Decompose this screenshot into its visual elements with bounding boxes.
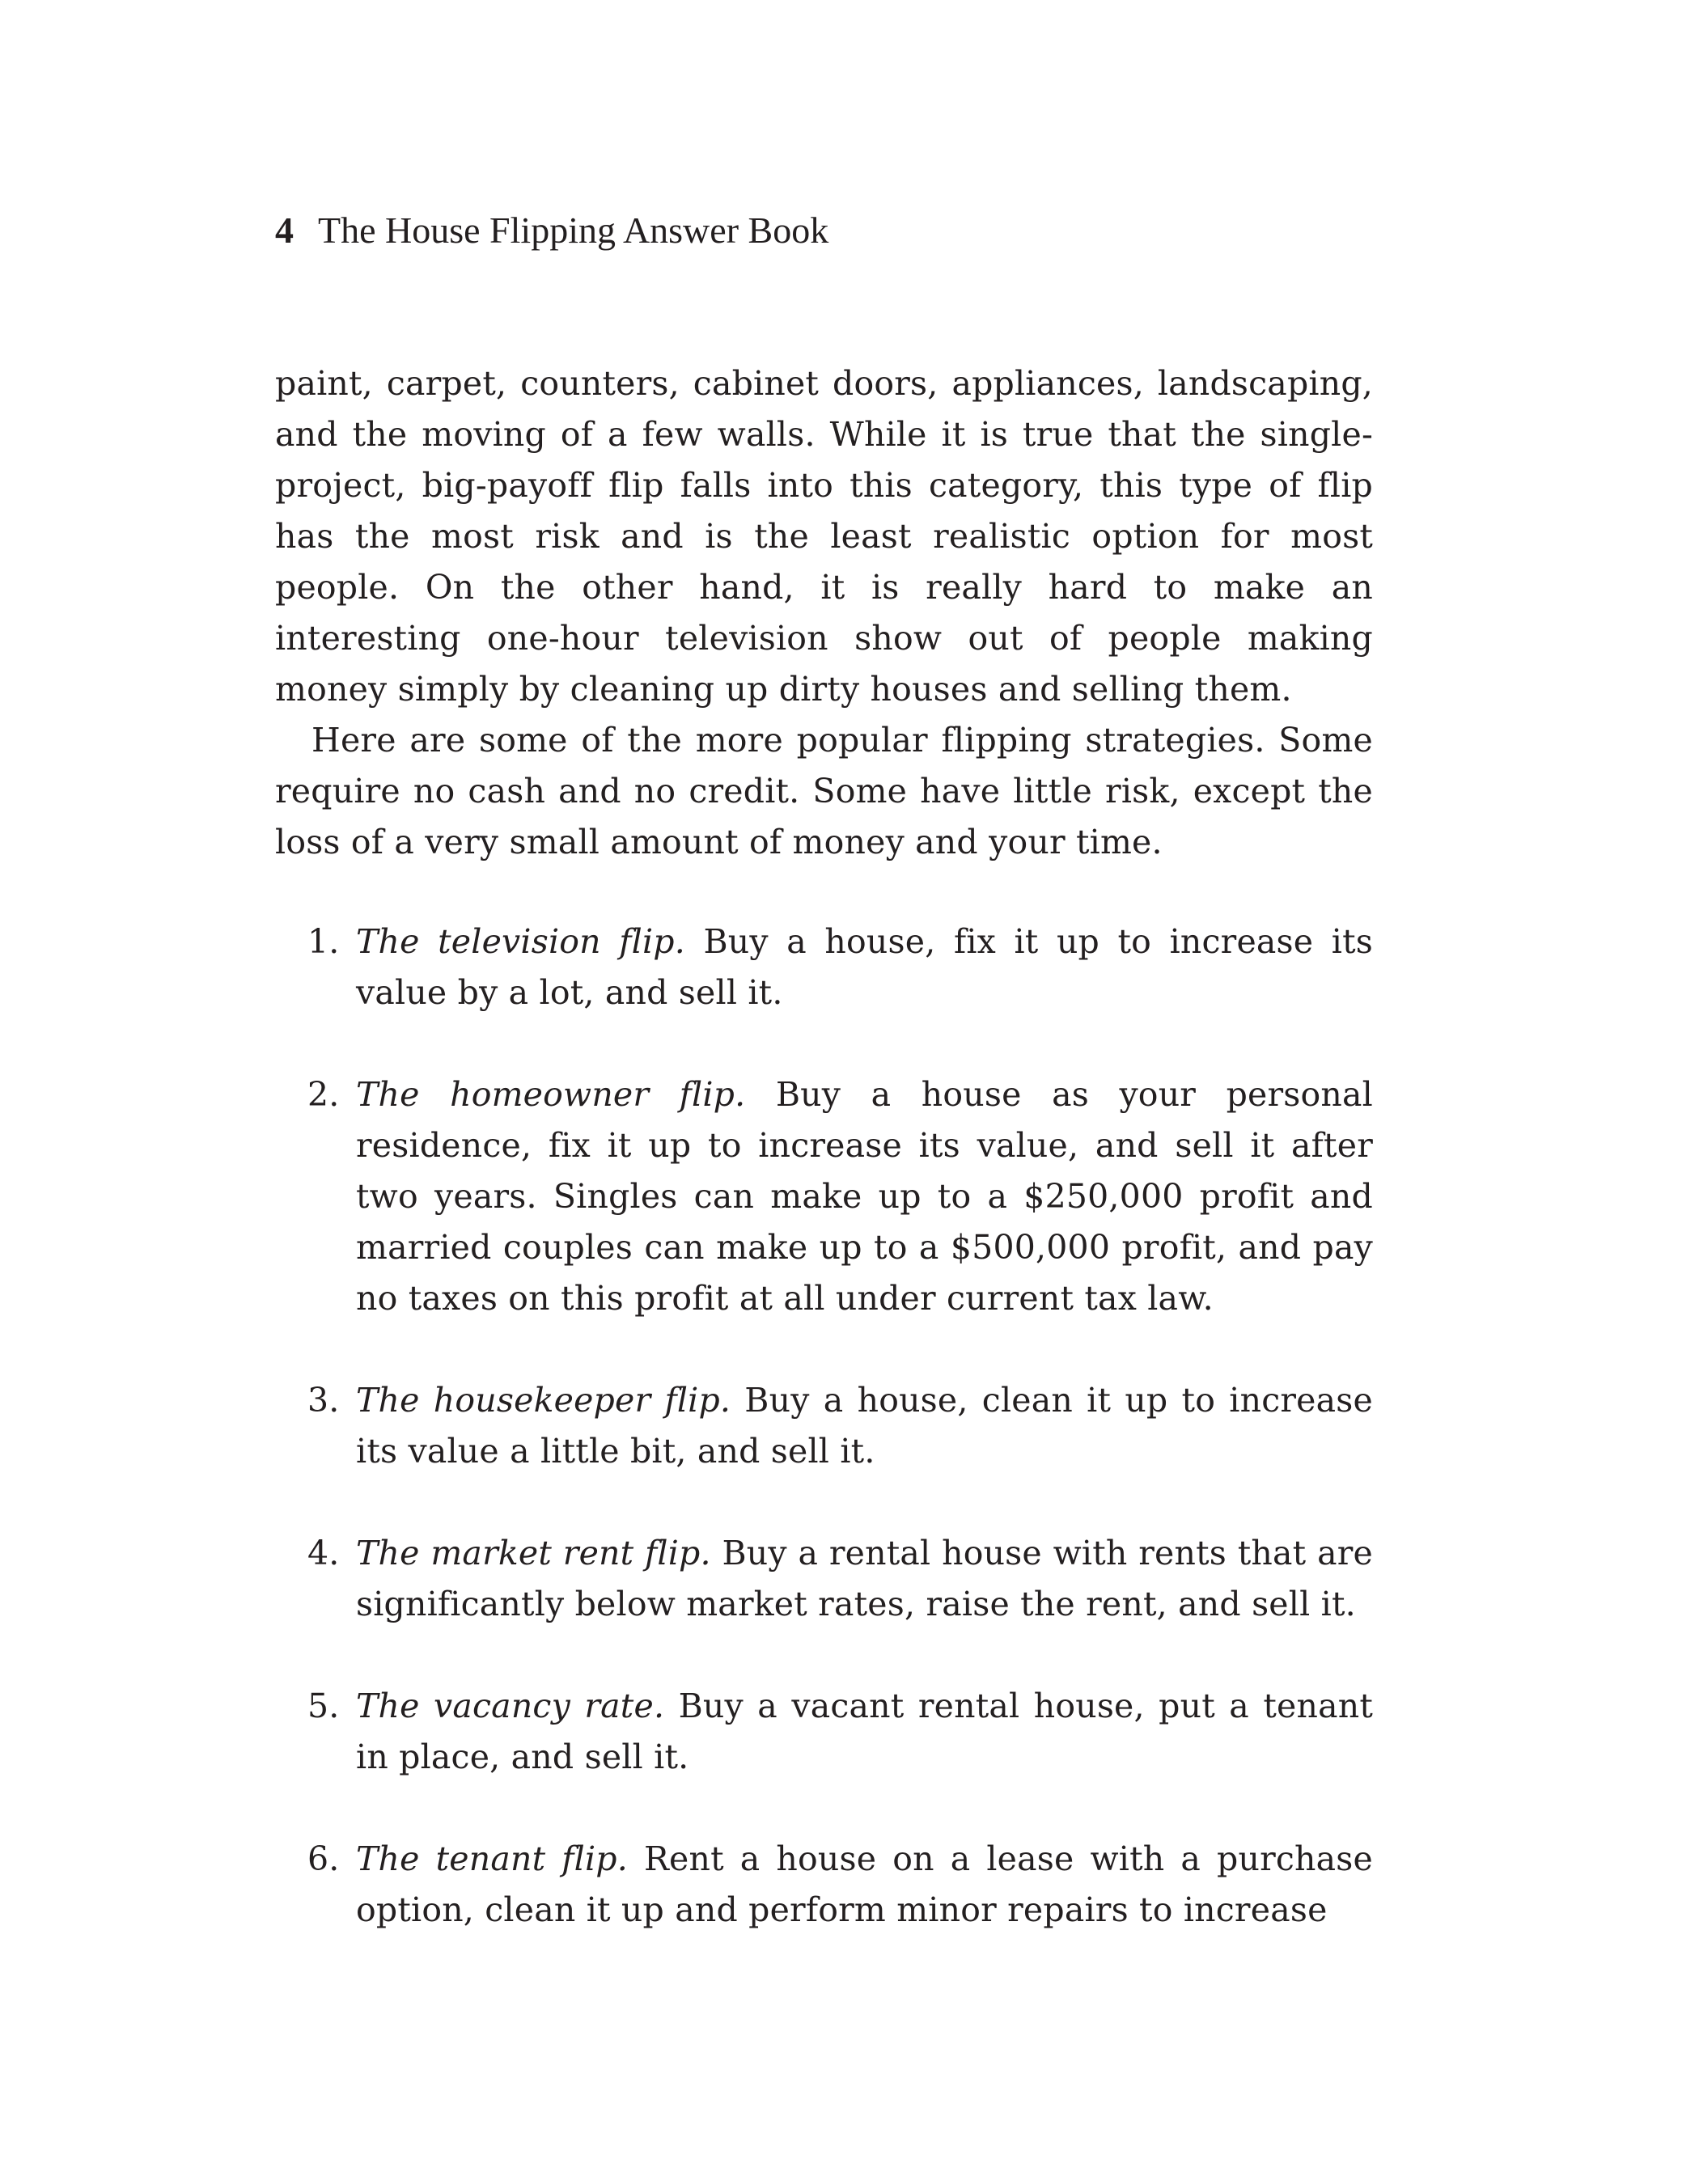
- list-item: [275, 1681, 1373, 1783]
- list-item-term: The market rent flip.: [356, 1534, 711, 1572]
- list-item-text: Buy a house, clean it up to increase its value a little bit, and sell it.: [356, 1381, 1373, 1471]
- list-item-text: Buy a vacant rental house, put a tenant in place, and sell it.: [356, 1687, 1373, 1776]
- list-item-text: Buy a house as your personal residence, fix it up to increase its value, and sell it after two years. Singles can make up to a $250,000 profit and married couples can make up to a $500,000 profit, and pay no taxes on this profit at all under current tax law.: [356, 1075, 1373, 1318]
- list-item-number: 4.: [307, 1534, 340, 1572]
- list-item-number: 6.: [307, 1839, 340, 1878]
- list-item: [275, 1069, 1373, 1324]
- strategy-list: [275, 916, 1373, 1936]
- list-item: [275, 1375, 1373, 1477]
- list-item-term: The television flip.: [356, 922, 685, 961]
- paragraph-intro: paint, carpet, counters, cabinet doors, appliances, landscaping, and the moving of a few walls. While it is true that the single-project, big-payoff flip falls into this category, this type of flip has the most risk and is the least realistic option for most people. On the other hand, it is really hard to make an interesting one-hour television show out of people making money simply by cleaning up dirty houses and selling them.: [275, 364, 1373, 709]
- list-item-term: The housekeeper flip.: [356, 1381, 731, 1420]
- list-item: [275, 916, 1373, 1018]
- list-item-number: 2.: [307, 1075, 340, 1114]
- list-item-number: 1.: [307, 922, 340, 961]
- running-head: [275, 206, 828, 255]
- list-item-term: The homeowner flip.: [356, 1075, 746, 1114]
- list-item-term: The tenant flip.: [356, 1839, 628, 1878]
- list-item-text: Buy a rental house with rents that are significantly below market rates, raise the rent, and sell it.: [356, 1534, 1373, 1623]
- list-item: [275, 1528, 1373, 1630]
- paragraph-strategies-intro: Here are some of the more popular flipping strategies. Some require no cash and no credit. Some have little risk, except the loss of a very small amount of money and your time.: [275, 721, 1373, 861]
- body-text: [275, 358, 1373, 1987]
- book-title: The House Flipping Answer Book: [318, 210, 829, 251]
- list-item-text: Rent a house on a lease with a purchase option, clean it up and perform minor repairs to increase: [356, 1839, 1373, 1929]
- list-item-text: Buy a house, fix it up to increase its value by a lot, and sell it.: [356, 922, 1373, 1012]
- list-item-term: The vacancy rate.: [356, 1687, 665, 1725]
- list-item: [275, 1834, 1373, 1936]
- page-number: 4: [275, 210, 294, 251]
- list-item-number: 3.: [307, 1381, 340, 1420]
- list-item-number: 5.: [307, 1687, 340, 1725]
